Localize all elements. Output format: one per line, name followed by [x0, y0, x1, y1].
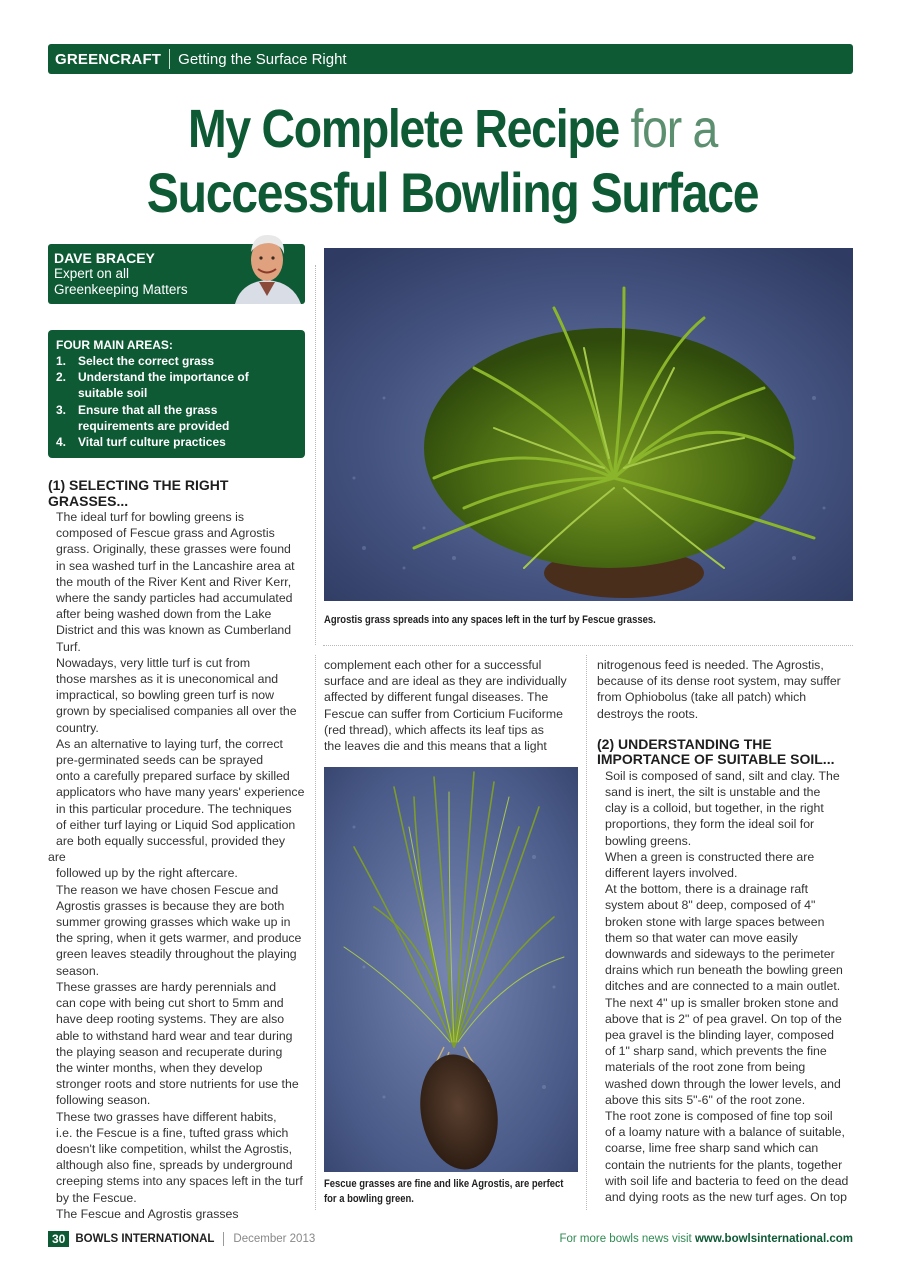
text-line: pre-germinated seeds can be sprayed: [56, 753, 264, 768]
footer-divider: [223, 1232, 224, 1246]
text-line: able to withstand hard wear and tear during: [56, 1028, 293, 1043]
text-line: different layers involved.: [605, 866, 738, 881]
text-line: (red thread), which affects its leaf tips as: [324, 722, 544, 737]
page-footer: [48, 1230, 853, 1248]
paragraph: [48, 1206, 306, 1222]
agrostis-grass-photo: [324, 248, 853, 601]
text-line: after being washed down from the Lake: [56, 607, 272, 622]
text-line: coarse, lime free sharp sand which can: [605, 1141, 819, 1156]
text-line: the playing season and recuperate during: [56, 1044, 283, 1059]
section-2-heading: [597, 737, 855, 768]
text-line: Turf.: [56, 639, 81, 654]
agrostis-photo-caption: Agrostis grass spreads into any spaces left in the turf by Fescue grasses.: [324, 614, 656, 626]
text-line: because of its dense root system, may suffer: [597, 674, 841, 689]
area-item-text: requirements are provided: [78, 418, 230, 433]
text-line: following season.: [56, 1093, 151, 1108]
text-line: doesn't like competition, whilst the Agrostis,: [56, 1141, 293, 1156]
paragraph: [597, 881, 855, 994]
area-item-text: Select the correct grass: [78, 354, 215, 368]
text-line: contain the nutrients for the plants, together: [605, 1157, 843, 1172]
area-item-text: Ensure that all the grass: [78, 402, 218, 417]
paragraph: [48, 1109, 306, 1206]
text-line: clay is a colloid, but together, in the right: [605, 801, 824, 816]
headline-light: for a: [630, 99, 718, 159]
text-line: of 1" sharp sand, which prevents the fine: [605, 1044, 827, 1059]
section-header-bar: [48, 44, 853, 74]
issue-date: December 2013: [233, 1233, 316, 1245]
text-line: country.: [56, 720, 99, 735]
text-line: stronger roots and store nutrients for use the: [56, 1077, 299, 1092]
text-line: nitrogenous feed is needed. The Agrostis,: [597, 658, 824, 672]
area-item: [56, 434, 297, 450]
section-1-heading-line: (1) SELECTING THE RIGHT: [48, 477, 229, 493]
column-2: [324, 657, 582, 754]
subsection-label: Getting the Surface Right: [178, 50, 347, 68]
area-item: [56, 369, 297, 385]
section-label: GREENCRAFT: [55, 50, 162, 68]
headline-line-2: Successful Bowling Surface: [146, 161, 759, 224]
paragraph: [48, 509, 306, 655]
text-line: pea gravel is the blinding layer, composed: [605, 1028, 834, 1043]
column-2-body: [324, 657, 582, 754]
text-line: Fescue can suffer from Corticium Fuciforme: [324, 706, 563, 721]
text-line: grown by specialised companies all over the: [56, 704, 297, 719]
text-line: summer growing grasses which wake up in: [56, 915, 291, 930]
section-1-heading-line: GRASSES...: [48, 492, 129, 509]
text-line: above that is 2" of pea gravel. On top of the: [605, 1011, 842, 1026]
text-line: are both equally successful, provided they are: [48, 834, 285, 865]
text-line: proportions, they form the ideal soil for: [605, 817, 815, 832]
text-line: Nowadays, very little turf is cut from: [56, 655, 251, 670]
fescue-caption-line: for a bowling green.: [324, 1192, 414, 1205]
text-line: system about 8" deep, composed of 4": [605, 898, 816, 913]
text-line: complement each other for a successful: [324, 658, 542, 672]
text-line: those marshes as it is uneconomical and: [56, 672, 279, 687]
column-divider: [315, 655, 316, 1210]
paragraph: [48, 882, 306, 979]
text-line: in sea washed turf in the Lancashire area at: [56, 558, 295, 573]
text-line: surface and are ideal as they are individually: [324, 674, 567, 689]
text-line: affected by different fungal diseases. The: [324, 690, 549, 705]
paragraph: [597, 849, 855, 881]
text-line: have deep rooting systems. They are also: [56, 1012, 285, 1027]
area-item: [56, 385, 297, 401]
text-line: green leaves steadily throughout the playing: [56, 947, 297, 962]
text-line: destroys the roots.: [597, 706, 699, 721]
paragraph: [48, 979, 306, 1109]
text-line: bowling greens.: [605, 833, 692, 848]
column-3: [597, 657, 855, 1205]
text-line: District and this was known as Cumberland: [56, 623, 292, 638]
promo-text: [559, 1233, 853, 1245]
text-line: creeping stems into any spaces left in the turf: [56, 1174, 303, 1189]
text-line: sand is inert, the silt is unstable and the: [605, 785, 821, 800]
paragraph: [48, 736, 306, 882]
text-line: ditches and are connected to a main outlet.: [605, 979, 841, 994]
text-line: The reason we have chosen Fescue and: [56, 882, 279, 897]
text-line: composed of Fescue grass and Agrostis: [56, 526, 275, 541]
area-item: [56, 402, 297, 418]
area-item-number: 1.: [56, 354, 67, 368]
text-line: These two grasses have different habits,: [56, 1109, 277, 1124]
author-role-2: Greenkeeping Matters: [54, 282, 188, 297]
text-line: broken stone with large spaces between: [605, 914, 825, 929]
text-line: At the bottom, there is a drainage raft: [605, 882, 809, 897]
column-3-intro: [597, 657, 855, 722]
text-line: with soil life and bacteria to feed on the dead: [605, 1173, 849, 1188]
paragraph: [597, 1108, 855, 1205]
text-line: The ideal turf for bowling greens is: [56, 510, 244, 524]
text-line: washed down through the lower levels, and: [605, 1076, 841, 1091]
website-link[interactable]: www.bowlsinternational.com: [694, 1233, 853, 1245]
text-line: the leaves die and this means that a light: [324, 739, 547, 754]
column-1: [48, 478, 306, 1222]
text-line: followed up by the right aftercare.: [56, 866, 238, 881]
text-line: As an alternative to laying turf, the correct: [56, 736, 283, 751]
areas-list: [56, 353, 297, 450]
paragraph: [597, 995, 855, 1108]
area-item-text: Vital turf culture practices: [78, 435, 226, 450]
promo-label: For more bowls news visit: [559, 1233, 695, 1245]
area-item-number: [56, 418, 78, 434]
text-line: and dying roots as the new turf ages. On top: [605, 1190, 847, 1205]
text-line: the spring, when it gets warmer, and produce: [56, 931, 302, 946]
text-line: in this particular procedure. The techniques: [56, 801, 292, 816]
area-item-number: 2.: [56, 370, 67, 385]
area-item: [56, 418, 297, 434]
four-main-areas-box: [48, 330, 305, 458]
text-line: of either turf laying or Liquid Sod application: [56, 817, 296, 832]
text-line: grass. Originally, these grasses were found: [56, 542, 291, 557]
fescue-caption-line: Fescue grasses are fine and like Agrostis, are perfect: [324, 1178, 564, 1190]
areas-heading: FOUR MAIN AREAS:: [56, 338, 173, 352]
paragraph: [48, 655, 306, 736]
area-item-number: [56, 385, 78, 401]
headline-bold: My Complete Recipe: [187, 99, 619, 159]
area-item-number: 3.: [56, 402, 67, 417]
text-line: When a green is constructed there are: [605, 849, 815, 864]
column-1-body: [48, 509, 306, 1222]
headline-line-1: [63, 98, 841, 160]
photo-divider: [323, 645, 853, 646]
column-divider: [315, 265, 316, 645]
page-number: 30: [48, 1231, 69, 1247]
text-line: impractical, so bowling green turf is now: [56, 688, 275, 703]
column-divider: [586, 655, 587, 1210]
text-line: drains which run beneath the bowling green: [605, 963, 843, 978]
text-line: above this sits 5"-6" of the root zone.: [605, 1092, 806, 1107]
text-line: applicators who have many years' experience: [56, 785, 305, 800]
text-line: Agrostis grasses is because they are both: [56, 898, 285, 913]
author-box: [48, 244, 305, 304]
section-2-heading-line: IMPORTANCE OF SUITABLE SOIL...: [597, 751, 835, 768]
area-item: [56, 353, 297, 369]
fescue-grass-photo: [324, 767, 578, 1172]
fescue-photo-caption: [324, 1177, 563, 1206]
area-item-text: suitable soil: [78, 386, 148, 401]
text-line: the mouth of the River Kent and River Kerr,: [56, 574, 292, 589]
text-line: the winter months, when they develop: [56, 1060, 263, 1075]
text-line: The Fescue and Agrostis grasses: [56, 1206, 239, 1221]
text-line: The root zone is composed of fine top soil: [605, 1109, 833, 1124]
author-name: DAVE BRACEY: [54, 250, 155, 266]
area-item-number: 4.: [56, 435, 67, 450]
text-line: can cope with being cut short to 5mm and: [56, 996, 284, 1011]
text-line: of a loamy nature with a balance of suitable,: [605, 1125, 845, 1140]
text-line: by the Fescue.: [56, 1190, 137, 1205]
text-line: downwards and sideways to the perimeter: [605, 947, 835, 962]
text-line: onto a carefully prepared surface by skilled: [56, 769, 290, 784]
fescue-grass-image: [324, 767, 578, 1172]
area-item-text: Understand the importance of: [78, 370, 249, 385]
text-line: Soil is composed of sand, silt and clay. The: [605, 768, 840, 783]
text-line: them so that water can move easily: [605, 930, 798, 945]
text-line: although also fine, spreads by underground: [56, 1158, 293, 1173]
text-line: from Ophiobolus (take all patch) which: [597, 690, 807, 705]
text-line: season.: [56, 963, 100, 978]
author-portrait: [231, 226, 303, 304]
magazine-name: BOWLS INTERNATIONAL: [75, 1233, 215, 1245]
agrostis-grass-image: [324, 248, 853, 601]
section-1-heading: [48, 478, 306, 509]
text-line: These grasses are hardy perennials and: [56, 979, 277, 994]
column-3-body: [597, 768, 855, 1205]
paragraph: [597, 768, 855, 849]
text-line: i.e. the Fescue is a fine, tufted grass which: [56, 1125, 289, 1140]
text-line: where the sandy particles had accumulated: [56, 591, 293, 606]
section-2-heading-line: (2) UNDERSTANDING THE: [597, 735, 772, 752]
text-line: The next 4" up is smaller broken stone and: [605, 995, 839, 1010]
author-role-1: Expert on all: [54, 266, 130, 281]
text-line: materials of the root zone from being: [605, 1060, 806, 1075]
